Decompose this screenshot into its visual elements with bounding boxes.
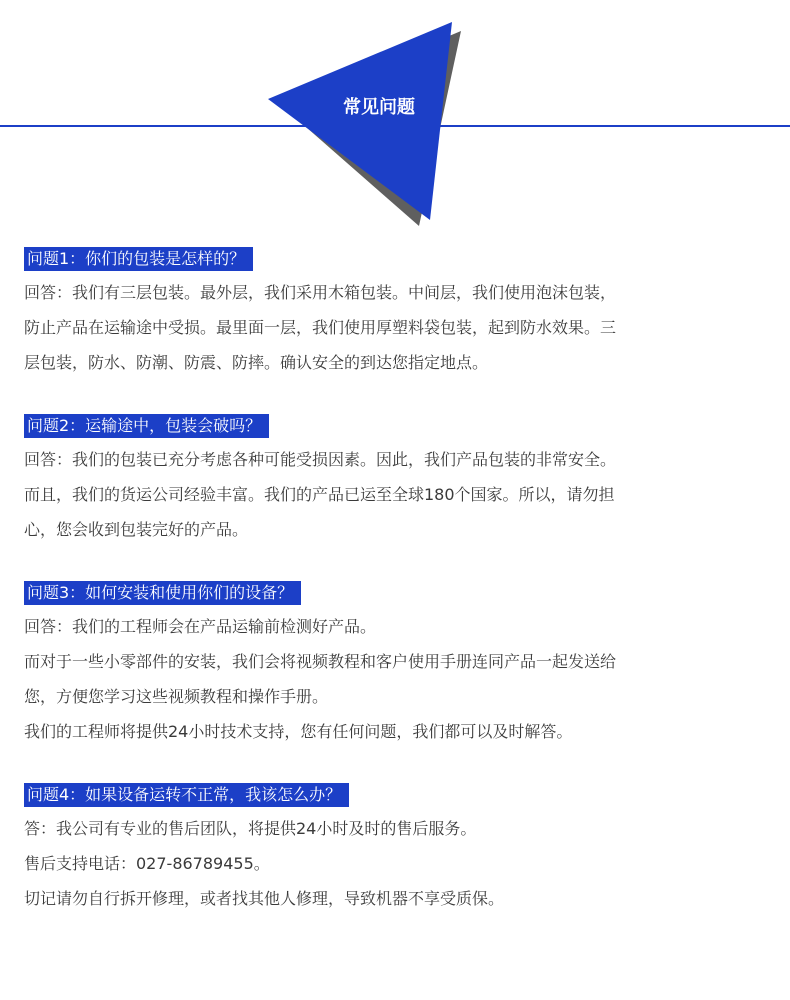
faq-answer-4-line-3: 切记请勿自行拆开修理，或者找其他人修理，导致机器不享受质保。 <box>24 889 505 908</box>
faq-question-2: 问题2：运输途中，包装会破吗？ <box>24 414 269 438</box>
faq-answer-1-line-3: 层包装，防水、防潮、防震、防摔。确认安全的到达您指定地点。 <box>24 353 489 372</box>
faq-question-4: 问题4：如果设备运转不正常，我该怎么办？ <box>24 783 349 807</box>
faq-answer-2-line-1: 回答：我们的包装已充分考虑各种可能受损因素。因此，我们产品包装的非常安全。 <box>24 450 617 469</box>
faq-answer-3-line-4: 我们的工程师将提供24小时技术支持，您有任何问题，我们都可以及时解答。 <box>24 722 573 741</box>
faq-answer-3-line-1: 回答：我们的工程师会在产品运输前检测好产品。 <box>24 617 377 636</box>
faq-item-2 <box>24 414 764 547</box>
page-title: 常见问题 <box>343 97 415 118</box>
faq-item-3 <box>24 581 764 749</box>
faq-answer-2 <box>24 442 764 547</box>
faq-item-4 <box>24 783 764 916</box>
faq-answer-3-line-2: 而对于一些小零部件的安装，我们会将视频教程和客户使用手册连同产品一起发送给 <box>24 652 617 671</box>
faq-answer-2-line-3: 心，您会收到包装完好的产品。 <box>24 520 249 539</box>
faq-answer-4 <box>24 811 764 916</box>
faq-list <box>24 247 764 950</box>
faq-answer-1-line-1: 回答：我们有三层包装。最外层，我们采用木箱包装。中间层，我们使用泡沫包装， <box>24 283 617 302</box>
faq-answer-4-line-1: 答：我公司有专业的售后团队，将提供24小时及时的售后服务。 <box>24 819 477 838</box>
faq-answer-3-line-3: 您，方便您学习这些视频教程和操作手册。 <box>24 687 329 706</box>
faq-answer-1-line-2: 防止产品在运输途中受损。最里面一层，我们使用厚塑料袋包装，起到防水效果。三 <box>24 318 617 337</box>
faq-item-1 <box>24 247 764 380</box>
faq-answer-3 <box>24 609 764 749</box>
faq-answer-1 <box>24 275 764 380</box>
faq-answer-2-line-2: 而且，我们的货运公司经验丰富。我们的产品已运至全球180个国家。所以，请勿担 <box>24 485 615 504</box>
faq-question-3: 问题3：如何安装和使用你们的设备？ <box>24 581 301 605</box>
faq-answer-4-line-2: 售后支持电话：027-86789455。 <box>24 854 270 873</box>
faq-header <box>0 0 790 230</box>
faq-question-1: 问题1：你们的包装是怎样的？ <box>24 247 253 271</box>
header-triangle-main <box>268 22 452 220</box>
